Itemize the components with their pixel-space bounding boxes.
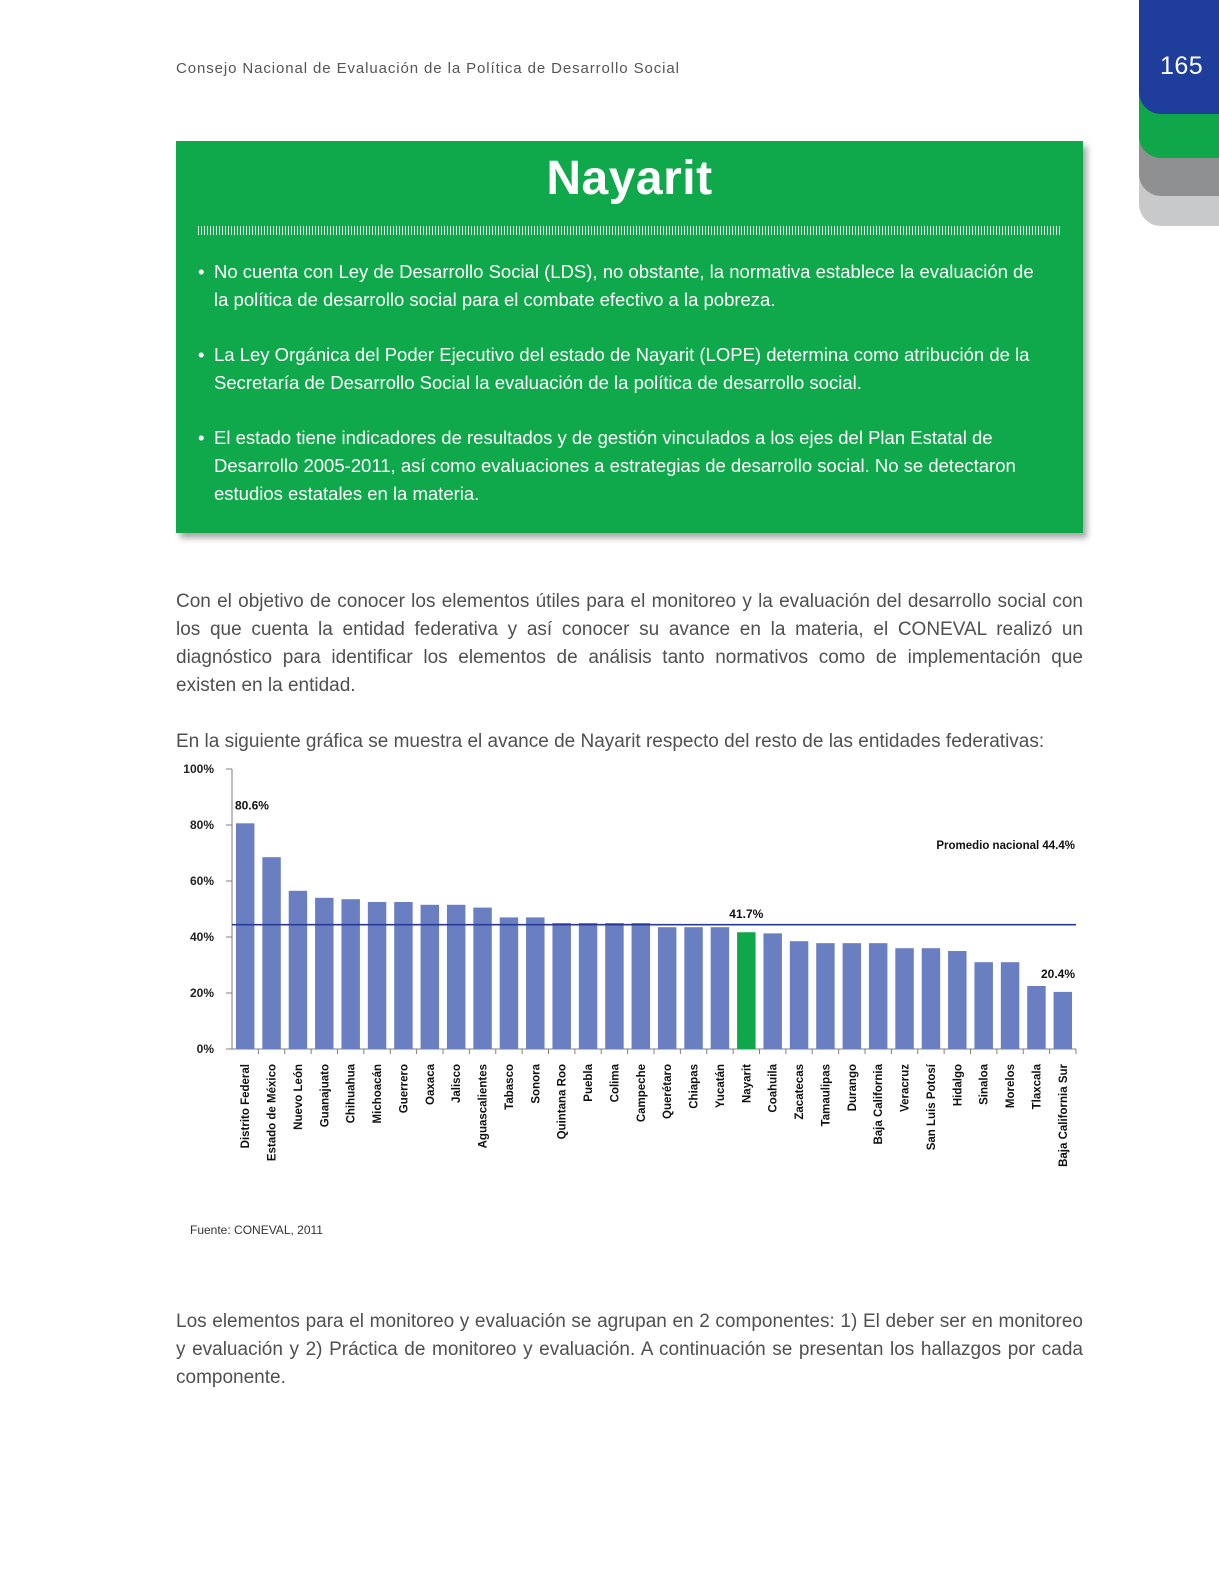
bar [473,908,491,1049]
bullet-dot-icon: • [198,344,205,365]
bar [974,962,992,1049]
x-category-label: Oaxaca [424,1064,437,1105]
x-category-label: Guerrero [398,1064,411,1114]
bar [341,899,359,1049]
y-tick-label: 40% [189,930,214,944]
bar [922,948,940,1049]
bar [658,927,676,1049]
summary-bullet-text: No cuenta con Ley de Desarrollo Social (LDS), no obstante, la normativa establece la evaluación de la política de desarrollo social para el combate efectivo a la pobreza. [214,261,1034,310]
x-category-label: Querétaro [662,1064,675,1119]
bar [262,857,280,1049]
y-tick-label: 20% [189,986,214,1000]
x-category-label: Tamaulipas [820,1064,833,1127]
bar [895,948,913,1049]
y-tick-label: 0% [196,1042,214,1056]
page-number: 165 [1160,52,1204,80]
bar [579,923,597,1049]
x-category-label: Veracruz [899,1064,912,1112]
bar [500,917,518,1049]
closing-paragraph: Los elementos para el monitoreo y evaluación se agrupan en 2 componentes: 1) El deber ser en monitoreo y evaluación y 2) Práctica de monitoreo y evaluación. A continuación se presentan los hallazgos por cada componente. [176,1311,1083,1388]
intro-paragraph: Con el objetivo de conocer los elementos útiles para el monitoreo y la evaluación del desarrollo social con los que cuenta la entidad federativa y así conocer su avance en la materia, el CONEVAL realizó un diagnóstico para identificar los elementos de análisis tanto normativos como de implementación que existen en la entidad. [176,591,1083,696]
x-category-label: Distrito Federal [240,1064,253,1149]
bar [684,927,702,1049]
x-category-label: Durango [846,1064,859,1112]
x-category-label: Yucatán [714,1064,727,1109]
bar [605,923,623,1049]
bar [1001,962,1019,1049]
bar [763,933,781,1049]
x-category-label: Tabasco [503,1064,516,1110]
x-category-label: Campeche [635,1064,648,1123]
x-category-label: Chiapas [688,1064,701,1109]
x-category-label: Estado de México [266,1064,279,1162]
bar [790,941,808,1049]
bar [632,923,650,1049]
running-header: Consejo Nacional de Evaluación de la Política de Desarrollo Social [176,60,680,77]
x-category-label: Jalisco [451,1064,464,1103]
x-category-label: Michoacán [372,1064,385,1124]
data-label: 20.4% [1040,966,1075,981]
data-label: 80.6% [234,798,269,813]
data-label: 41.7% [729,907,764,922]
x-category-label: Colima [609,1064,622,1103]
x-category-label: Quintana Roo [556,1064,569,1140]
x-category-label: Morelos [1005,1064,1018,1109]
x-category-label: Hidalgo [952,1064,965,1107]
bar-highlight [737,932,755,1049]
x-category-label: Coahuila [767,1064,780,1113]
bar [1054,992,1072,1049]
bar [816,943,834,1049]
bar [526,917,544,1049]
bar [421,905,439,1049]
x-category-label: Tlaxcala [1031,1064,1044,1110]
x-category-label: Chihuahua [345,1064,358,1124]
bar [289,891,307,1049]
bar [236,823,254,1049]
bar [552,923,570,1049]
x-category-label: Sinaloa [978,1064,991,1105]
bar [1027,986,1045,1049]
x-category-label: Zacatecas [794,1064,807,1120]
average-label: Promedio nacional 44.4% [936,839,1075,852]
bar [948,951,966,1049]
x-category-label: Baja California Sur [1057,1064,1070,1167]
chart-intro-paragraph: En la siguiente gráfica se muestra el avance de Nayarit respecto del resto de las entidades federativas: [176,731,1045,752]
x-category-label: Sonora [530,1064,543,1104]
bar [315,898,333,1049]
x-category-label: San Luis Potosí [925,1064,938,1151]
x-category-label: Nuevo León [292,1064,305,1130]
x-category-label: Guanajuato [319,1064,332,1128]
x-category-label: Puebla [583,1064,596,1102]
y-tick-label: 60% [189,874,214,888]
y-tick-label: 80% [189,818,214,832]
x-category-label: Nayarit [741,1064,754,1103]
chart-source: Fuente: CONEVAL, 2011 [190,1223,323,1237]
bar [869,943,887,1049]
bar [843,943,861,1049]
bullet-dot-icon: • [198,427,205,448]
x-category-label: Aguascalientes [477,1064,490,1149]
y-tick-label: 100% [183,762,214,776]
box-title: Nayarit [546,152,713,205]
bar [711,927,729,1049]
summary-bullet-text: La Ley Orgánica del Poder Ejecutivo del estado de Nayarit (LOPE) determina como atribución de la Secretaría de Desarrollo Social la evaluación de la política de desarrollo social. [214,344,1030,393]
bar [447,905,465,1049]
bullet-dot-icon: • [198,261,205,282]
summary-bullet-text: El estado tiene indicadores de resultados y de gestión vinculados a los ejes del Plan Estatal de Desarrollo 2005-2011, así como evaluaciones a estrategias de desarrollo social. No se detectaron estudios estatales en la materia. [214,427,1016,504]
x-category-label: Baja California [873,1064,886,1145]
